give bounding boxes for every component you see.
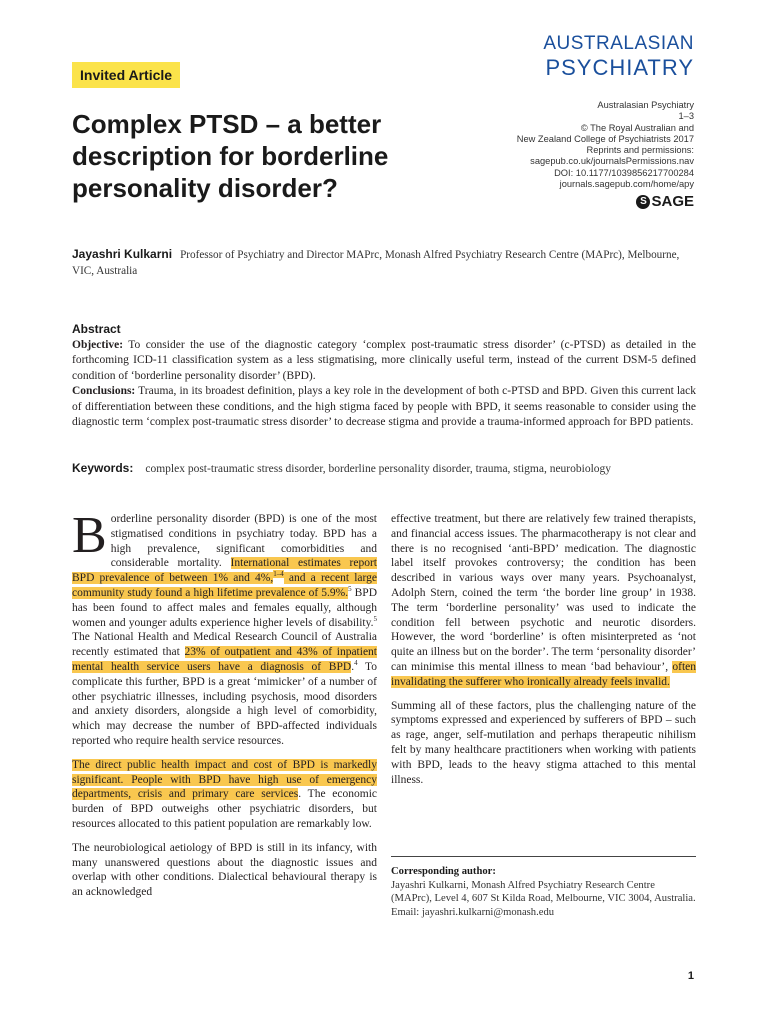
keywords-text: complex post-traumatic stress disorder, borderline personality disorder, trauma, stigma, neurobiology [145,463,612,475]
corresponding-email: Email: jayashri.kulkarni@monash.edu [391,906,555,918]
meta-copyright-org: New Zealand College of Psychiatrists 2017 [516,133,694,144]
author-affiliation: Professor of Psychiatry and Director MAPrc, Monash Alfred Psychiatry Research Centre (MAPrc), Melbourne, VIC, Australia [72,249,680,277]
objective-text: To consider the use of the diagnostic category ‘complex post-traumatic stress disorder’ (c-PTSD) as detailed in the forthcoming ICD-11 classification system as a less stigmatising, more clinically useful term, instead of the current DSM-5 defined condition of ‘borderline personality disorder’ (BPD). [72,339,696,382]
publication-meta [474,100,694,190]
abstract-conclusions [72,384,696,430]
meta-copyright: © The Royal Australian and [580,122,694,133]
body-paragraph [72,758,377,832]
corresponding-author [391,856,696,919]
body-paragraph: The neurobiological aetiology of BPD is still in its infancy, with many unanswered questions about the diagnostic issues and overlap with other conditions. Dialectical behavioural therapy is an acknowledged [72,841,377,899]
meta-pages: 1–3 [678,111,694,122]
body-text: To complicate this further, BPD is a great ‘mimicker’ of a number of other psychiatric illnesses, including psychosis, mood disorders and anxiety disorders, alongside a high level of comorbidity, which may decrease the number of BPD-affected individuals reported who require health service resources. [72,660,377,747]
drop-cap: B [72,507,107,564]
publisher-name: SAGE [651,193,694,210]
keywords [72,460,696,477]
conclusions-label: Conclusions: [72,385,136,398]
meta-reprints: Reprints and permissions: [586,145,694,156]
corresponding-heading: Corresponding author: [391,866,496,877]
meta-doi: DOI: 10.1177/1039856217700284 [554,167,694,178]
highlight: The direct public health impact and cost of BPD is markedly significant. People with BPD have high use of emergency departments, crisis and primary care services [72,758,377,801]
meta-permissions-url: sagepub.co.uk/journalsPermissions.nav [530,156,694,167]
objective-label: Objective: [72,339,124,351]
sage-icon: S [636,195,650,209]
body-column-right [391,512,696,796]
article-title: Complex PTSD – a better description for borderline personality disorder? [72,109,389,203]
abstract-heading: Abstract [72,322,121,336]
body-text: orderline personality disorder (BPD) is one of the most stigmatised conditions in psychiatry today. BPD has a high prevalence, significant comorbidities and considerable mortality. [110,513,377,570]
meta-journal-url: journals.sagepub.com/home/apy [559,179,694,190]
body-text: The National Health and Medical Research Council of Australia recently estimated that [72,631,377,659]
author-name: Jayashri Kulkarni [72,247,173,261]
abstract [72,320,696,430]
highlight: 23% of outpatient and 43% of inpatient mental health service users have a diagnosis of BPD [72,646,377,673]
body-paragraph [72,507,378,749]
publisher-logo [636,193,694,210]
conclusions-text: Trauma, in its broadest definition, plays a key role in the development of both c-PTSD and BPD. Given this current lack of differentiation between these conditions, and the high stigma faced by people with BPD, it seems reasonable to consider using the diagnostic term ‘complex post-traumatic stress disorder’ to decrease stigma and provide a trauma-informed approach for BPD patients. [72,385,696,429]
page-number: 1 [687,970,694,982]
citation: 4 [354,659,358,668]
journal-name-line2: PSYCHIATRY [545,55,694,80]
highlight: often invalidating the sufferer who ironically already feels invalid. [391,660,696,688]
body-text: . [351,660,355,673]
highlight: International estimates report BPD prevalence of between 1% and 4%, [72,557,377,585]
journal-name-line1: AUSTRALASIAN [543,33,694,54]
keywords-label: Keywords: [72,461,134,475]
body-paragraph: Summing all of these factors, plus the challenging nature of the symptoms expressed and experienced by sufferers of BPD – such as rage, anger, self-mutilation and perhaps therapeutic nihilism felt by many healthcare practitioners when working with patients with BPD, leads to the heavy stigma attached to this mental illness. [391,699,696,786]
citation: 5 [348,585,352,594]
author-block [72,246,696,279]
body-text: effective treatment, but there are relatively few trained therapists, and financial access issues. The pharmacotherapy is not clear and there is no recognised ‘anti-BPD’ medication. The diagnostic label itself provokes controversy; the condition has been described in various ways over many years. Psychoanalyst, Adolph Stern, coined the term ‘the border line group’ in 1938. The term ‘borderline personality’ was used to indicate the condition fell between psychotic and neurotic disorders. However, the word ‘borderline’ is often misinterpreted as ‘not quite an illness but on the border’. The term ‘personality disorder’ can minimise this mental illness to mean ‘bad behaviour’, [391,513,696,673]
article-type-badge: Invited Article [72,62,180,88]
meta-journal: Australasian Psychiatry [597,100,694,110]
highlight: and a recent large community study found a high lifetime prevalence of 5.9%. [72,572,377,599]
abstract-objective [72,338,696,384]
citation: 1–4 [273,570,284,579]
journal-logo [543,33,694,81]
body-paragraph [391,512,696,690]
body-text: BPD has been found to affect males and females equally, although women and younger adults experience higher levels of disability. [72,586,378,629]
body-text: . The economic burden of BPD outweighs other psychiatric disorders, but resources allocated to this patient population are remarkably low. [72,788,378,830]
citation: 5 [373,614,377,623]
corresponding-address: Jayashri Kulkarni, Monash Alfred Psychiatry Research Centre (MAPrc), Level 4, 607 St Kilda Road, Melbourne, VIC 3004, Australia. [391,879,696,904]
body-column-left [72,507,378,909]
